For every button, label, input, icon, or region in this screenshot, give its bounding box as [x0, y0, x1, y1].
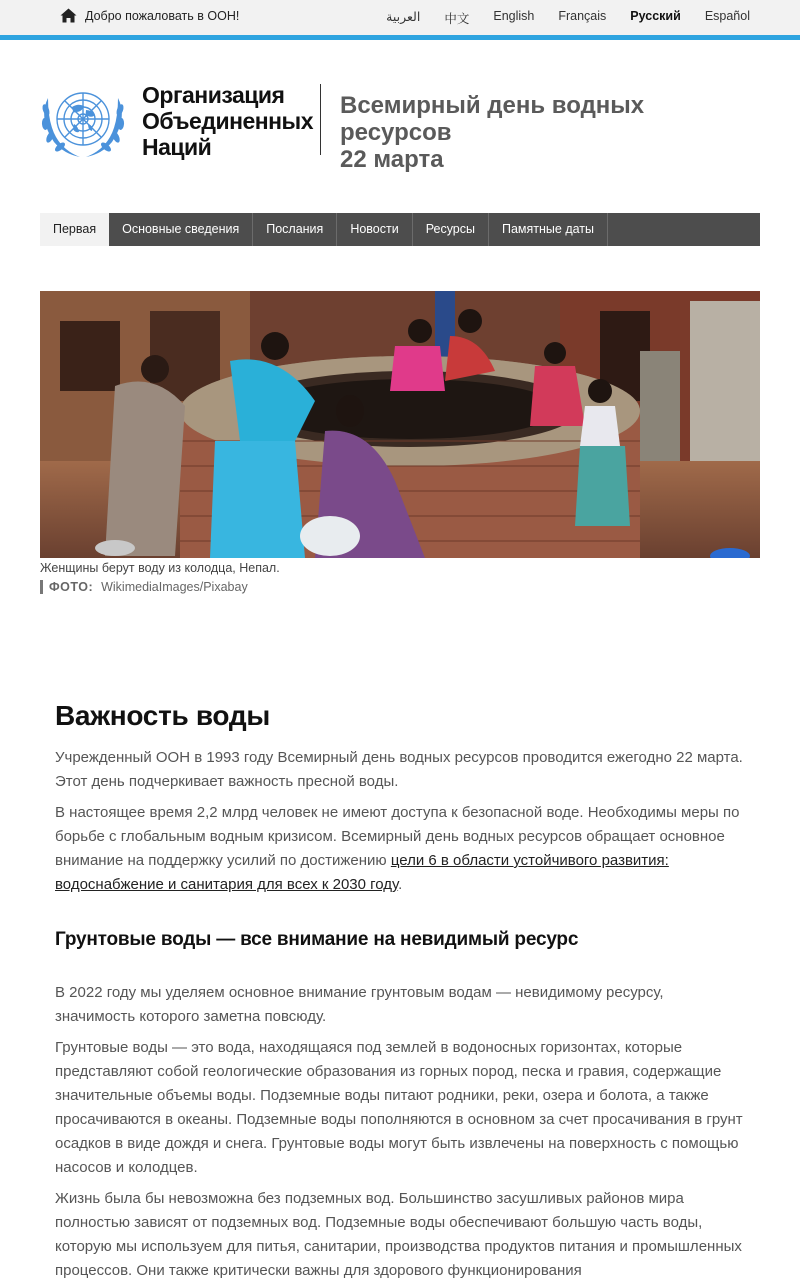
credit-label: ФОТО:: [49, 580, 94, 594]
paragraph-groundwater-importance: Жизнь была бы невозможна без подземных вод. Большинство засушливых районов мира полностью зависят от подземных вод. Подземные воды обеспечивают большую часть воды, которую мы используем для питья, санитарии, производства продуктов питания и промышленных процессов. Они также критически важны для здорового функционирования: [55, 1190, 742, 1279]
lang-french[interactable]: Français: [558, 9, 607, 23]
site-title-text: Всемирный день водных ресурсов: [340, 92, 645, 146]
site-title-date: 22 марта: [340, 146, 444, 173]
nav-item-messages[interactable]: Послания: [253, 213, 337, 246]
top-bar: [0, 0, 800, 35]
article-body: [55, 700, 745, 1280]
lang-spanish[interactable]: Español: [704, 9, 750, 23]
nav-item-background[interactable]: Основные сведения: [109, 213, 253, 246]
accent-line: [0, 35, 800, 40]
paragraph-crisis-end: .: [398, 876, 403, 893]
lang-arabic[interactable]: العربية: [386, 10, 421, 24]
welcome-text: Добро пожаловать в ООН!: [85, 8, 240, 23]
paragraph-crisis: [55, 801, 745, 897]
credit-source: WikimediaImages/Pixabay: [101, 580, 248, 594]
lang-chinese[interactable]: 中文: [444, 12, 470, 26]
home-link[interactable]: [60, 8, 239, 23]
article-heading: Важность воды: [55, 700, 270, 731]
main-navigation: [40, 213, 760, 246]
language-switcher: [362, 9, 750, 27]
nav-item-home[interactable]: Первая: [40, 213, 109, 246]
nav-item-news[interactable]: Новости: [337, 213, 412, 246]
article-subheading: Грунтовые воды — все внимание на невидимый ресурс: [55, 929, 579, 950]
header-divider: [320, 84, 321, 155]
lang-english[interactable]: English: [493, 9, 535, 23]
sdg6-link[interactable]: цели 6 в области устойчивого развития: водоснабжение и санитария для всех к 2030 году: [55, 852, 669, 893]
nav-item-resources[interactable]: Ресурсы: [413, 213, 489, 246]
hero-image: [40, 291, 760, 558]
photo-credit: [40, 580, 248, 594]
un-emblem-logo[interactable]: [36, 80, 130, 160]
lang-russian[interactable]: Русский: [630, 9, 681, 23]
site-title[interactable]: [340, 92, 680, 173]
paragraph-groundwater-definition: Грунтовые воды — это вода, находящаяся под землей в водоносных горизонтах, которые представляют собой геологические образования из горных пород, песка и гравия, содержащие значительные объемы воды. Подземные воды питают родники, реки, озера и болота, а также просачиваются в океаны. Подземные воды пополняются в основном за счет просачивания в грунт осадков в виде дождя и снега. Грунтовые воды могут быть извлечены на поверхность с помощью насосов и колодцев.: [55, 1039, 743, 1176]
home-icon: [60, 8, 77, 23]
organization-name: Организация Объединенных Наций: [142, 82, 313, 160]
image-caption: Женщины берут воду из колодца, Непал.: [40, 561, 280, 575]
paragraph-crisis-text: В настоящее время 2,2 млрд человек не имеют доступа к безопасной воде. Необходимы меры по борьбе с глобальным водным кризисом. Всемирный день водных ресурсов обращает основное внимание на поддержку усилий по достижению: [55, 804, 740, 869]
nav-item-observances[interactable]: Памятные даты: [489, 213, 608, 246]
credit-bar: [40, 580, 43, 594]
paragraph-intro: Учрежденный ООН в 1993 году Всемирный день водных ресурсов проводится ежегодно 22 марта. Этот день подчеркивает важность пресной воды.: [55, 749, 743, 790]
paragraph-groundwater-focus: В 2022 году мы уделяем основное внимание грунтовым водам — невидимому ресурсу, значимость которого заметна повсюду.: [55, 984, 664, 1025]
